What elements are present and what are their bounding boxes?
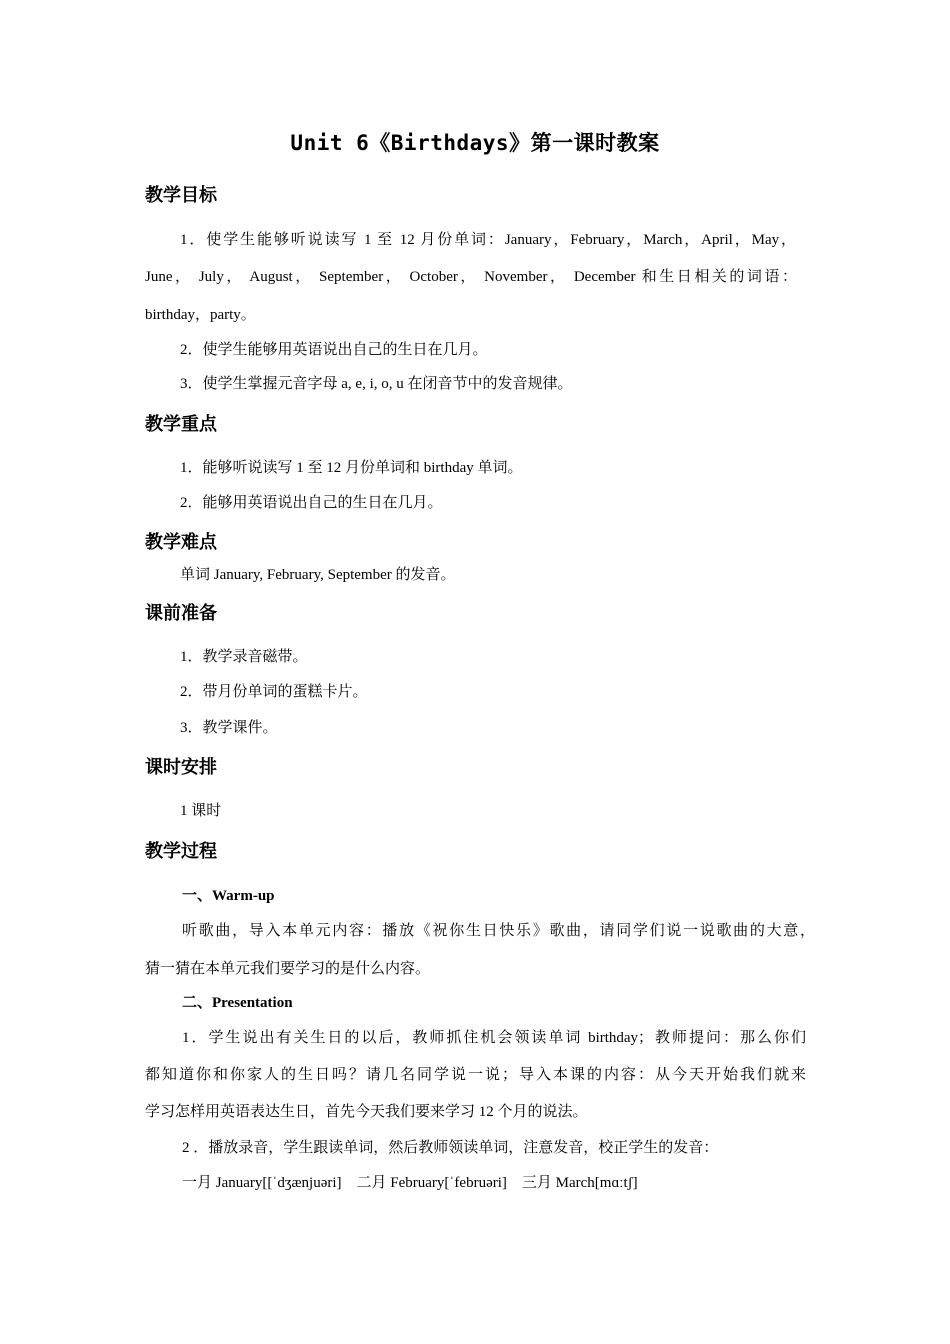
presentation-line-5: 一月 January[[ˈdʒænjuəri] 二月 February[ˈfebruəri] 三月 March[mɑːtʃ] <box>182 1175 638 1191</box>
preparation-line-1: 1．教学录音磁带。 <box>180 649 308 665</box>
presentation-line-2: 都知道你和你家人的生日吗？请几名同学说一说；导入本课的内容：从今天开始我们就来 <box>145 1067 806 1083</box>
warmup-line-2: 猜一猜在本单元我们要学习的是什么内容。 <box>145 961 431 977</box>
heading-objectives: 教学目标 <box>145 185 217 206</box>
difficulty-line-1: 单词 January, February, September 的发音。 <box>180 567 456 583</box>
objective-line-3: birthday，party。 <box>145 307 256 323</box>
schedule-line-1: 1 课时 <box>180 803 222 819</box>
key-point-line-1: 1．能够听说读写 1 至 12 月份单词和 birthday 单词。 <box>180 460 523 476</box>
heading-schedule: 课时安排 <box>145 757 217 778</box>
heading-difficulties: 教学难点 <box>145 532 217 553</box>
presentation-line-1: 1．学生说出有关生日的以后，教师抓住机会领读单词 birthday；教师提问：那么你们 <box>182 1030 806 1046</box>
objective-line-2: June， July， August， September， October， November， December 和生日相关的词语： <box>145 269 797 285</box>
presentation-line-3: 学习怎样用英语表达生日，首先今天我们要来学习 12 个月的说法。 <box>145 1104 588 1120</box>
objective-line-1: 1．使学生能够听说读写 1 至 12 月份单词：January，February，March，April，May， <box>180 232 796 248</box>
document-title: Unit 6《Birthdays》第一课时教案 <box>290 131 660 155</box>
preparation-line-2: 2．带月份单词的蛋糕卡片。 <box>180 684 368 700</box>
warmup-line-1: 听歌曲，导入本单元内容：播放《祝你生日快乐》歌曲，请同学们说一说歌曲的大意， <box>182 923 815 939</box>
heading-process: 教学过程 <box>145 841 217 862</box>
preparation-line-3: 3．教学课件。 <box>180 720 278 736</box>
heading-preparation: 课前准备 <box>145 603 217 624</box>
heading-key-points: 教学重点 <box>145 414 217 435</box>
presentation-line-4: 2 ．播放录音，学生跟读单词，然后教师领读单词，注意发音，校正学生的发音： <box>182 1140 719 1156</box>
objective-line-4: 2．使学生能够用英语说出自己的生日在几月。 <box>180 342 488 358</box>
objective-line-5: 3．使学生掌握元音字母 a, e, i, o, u 在闭音节中的发音规律。 <box>180 376 573 392</box>
warmup-title: 一、Warm-up <box>182 888 275 904</box>
presentation-title: 二、Presentation <box>182 995 293 1011</box>
key-point-line-2: 2．能够用英语说出自己的生日在几月。 <box>180 495 443 511</box>
